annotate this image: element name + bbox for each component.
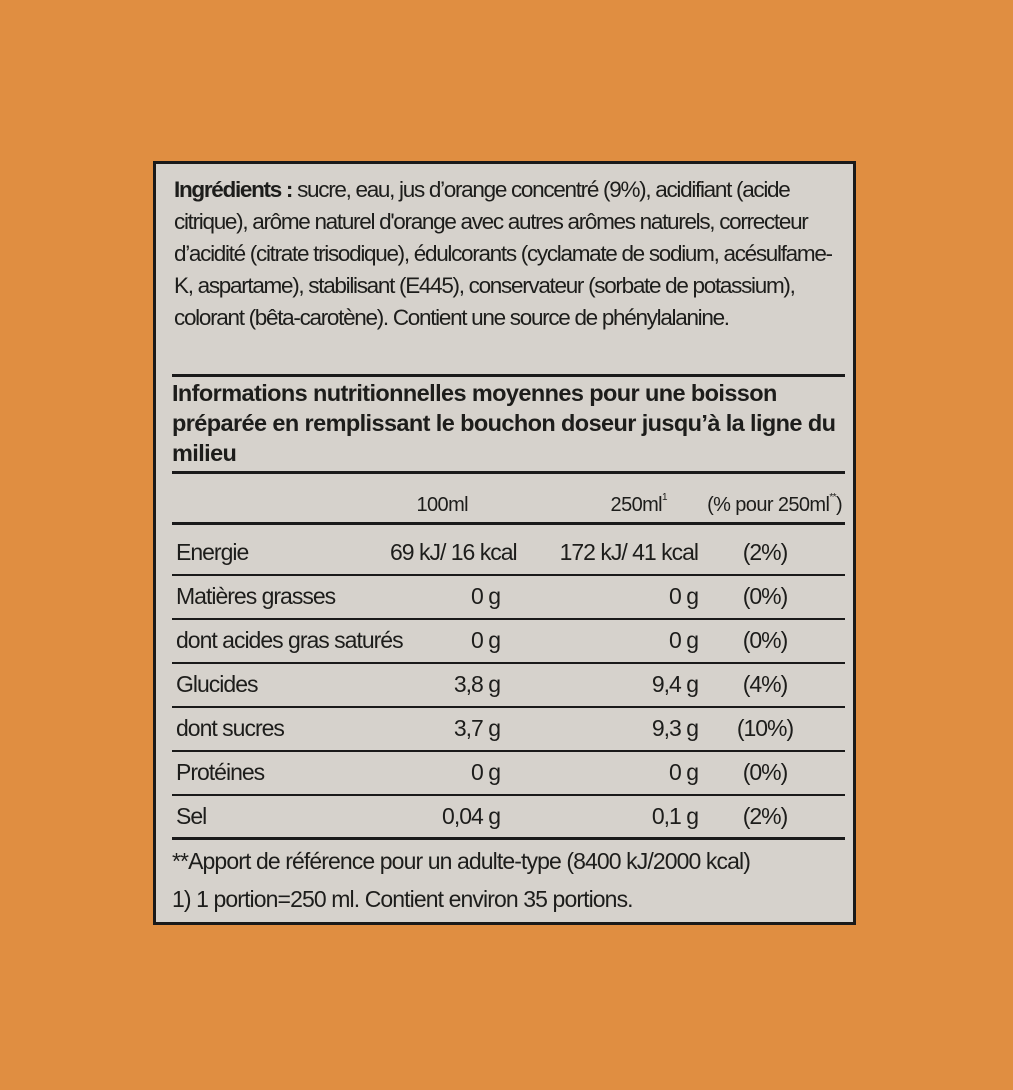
value-250ml: 0 g	[669, 759, 698, 785]
divider	[172, 522, 845, 525]
nutrient-name: Energie	[176, 539, 249, 565]
table-header-row	[172, 482, 842, 524]
column-header-250ml: $250ml^1$	[610, 492, 667, 516]
nutrient-name: Matières grasses	[176, 583, 336, 609]
ingredients-text	[174, 174, 849, 334]
table-row	[172, 663, 842, 705]
divider	[172, 837, 845, 840]
value-100ml: 69 kJ/ 16 kcal	[390, 539, 517, 565]
value-percent: (0%)	[742, 583, 788, 609]
value-250ml: 0,1 g	[651, 803, 698, 829]
nutrient-name: Sel	[176, 803, 207, 829]
nutrition-title: Informations nutritionnelles moyennes pour une boisson préparée en remplissant le bouchon doseur jusqu’à la ligne du milieu	[172, 380, 836, 466]
nutrient-name: dont sucres	[176, 715, 284, 741]
value-250ml: 0 g	[669, 583, 698, 609]
value-100ml: 0 g	[471, 583, 500, 609]
ingredients-heading: Ingrédients :	[174, 177, 293, 202]
nutrient-name: dont acides gras saturés	[176, 627, 403, 653]
value-percent: (2%)	[742, 803, 788, 829]
nutrient-name: Protéines	[176, 759, 265, 785]
value-100ml: 0 g	[471, 759, 500, 785]
divider	[172, 471, 845, 474]
table-row	[172, 619, 842, 661]
table-row	[172, 751, 842, 793]
value-percent: (4%)	[742, 671, 788, 697]
column-header-percent: (% pour 250ml**)	[707, 492, 842, 516]
footnote-reference-intake: **Apport de référence pour un adulte-type (8400 kJ/2000 kcal)	[172, 848, 750, 874]
nutrition-label-panel	[153, 161, 856, 925]
value-250ml: 9,3 g	[651, 715, 698, 741]
value-percent: (10%)	[736, 715, 794, 741]
value-250ml: 172 kJ/ 41 kcal	[559, 539, 698, 565]
ingredients-list: sucre, eau, jus d’orange concentré (9%), acidifiant (acide citrique), arôme naturel d'orange avec autres arômes naturels, correcteur d’acidité (citrate trisodique), édulcorants (cyclamate de sodium, acésulfame-K, aspartame), stabilisant (E445), conservateur (sorbate de potassium), colorant (bêta-carotène). Contient une source de phénylalanine.	[174, 177, 832, 330]
column-header-100ml: 100ml	[416, 494, 468, 516]
divider	[172, 374, 845, 377]
value-100ml: 0,04 g	[442, 803, 500, 829]
value-250ml: 0 g	[669, 627, 698, 653]
value-percent: (2%)	[742, 539, 788, 565]
value-100ml: 0 g	[471, 627, 500, 653]
value-percent: (0%)	[742, 627, 788, 653]
value-100ml: 3,8 g	[453, 671, 500, 697]
table-row	[172, 575, 842, 617]
value-250ml: 9,4 g	[651, 671, 698, 697]
value-percent: (0%)	[742, 759, 788, 785]
value-100ml: 3,7 g	[453, 715, 500, 741]
footnote-portion: 1) 1 portion=250 ml. Contient environ 35 portions.	[172, 886, 633, 912]
nutrient-name: Glucides	[176, 671, 258, 697]
table-row	[172, 531, 842, 573]
table-row	[172, 795, 842, 837]
table-row	[172, 707, 842, 749]
